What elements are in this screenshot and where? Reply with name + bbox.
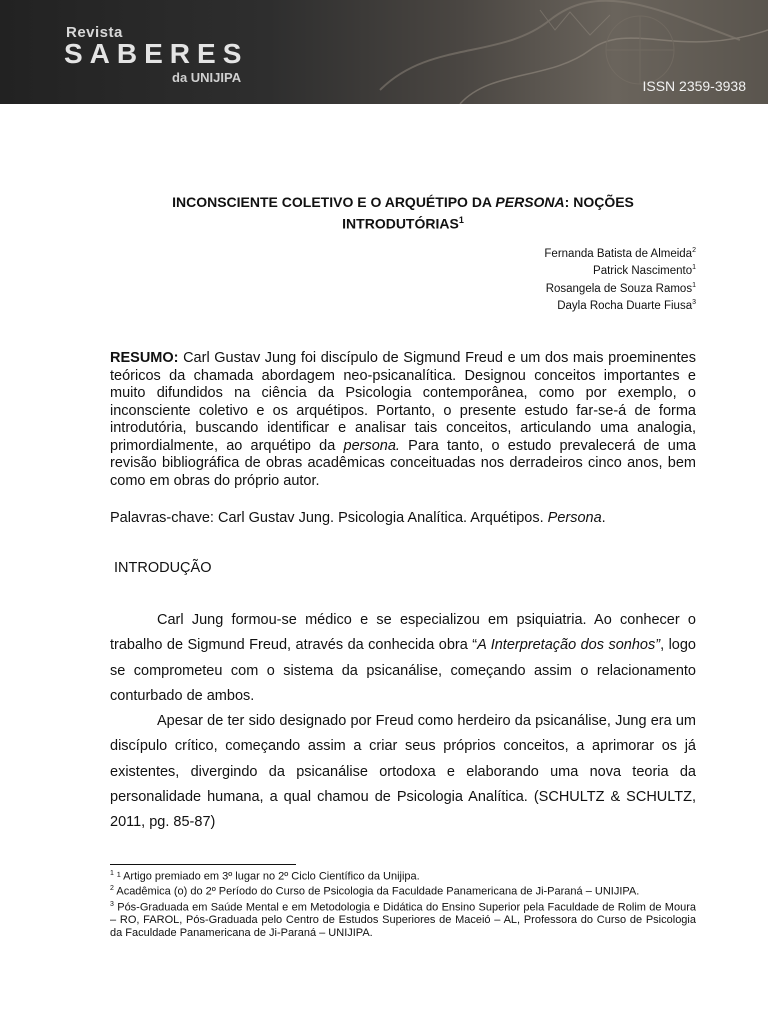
abstract-italic: persona. xyxy=(343,437,400,454)
footnote-text: Acadêmica (o) do 2º Período do Curso de Psicologia da Faculdade Panamericana de Ji-Paraná – UNIJIPA. xyxy=(113,886,640,899)
title-text-1: INCONSCIENTE COLETIVO E O ARQUÉTIPO DA xyxy=(172,194,496,210)
paragraph xyxy=(110,608,696,709)
author xyxy=(544,296,696,313)
author-note: 1 xyxy=(692,264,696,272)
keywords-italic: Persona xyxy=(547,510,602,526)
footnote-text: ¹ Artigo premiado em 3º lugar no 2º Ciclo Científico da Unijipa. xyxy=(113,870,420,883)
footnote-mark: 3 xyxy=(110,900,114,908)
author-name: Patrick Nascimento xyxy=(593,265,693,278)
keywords-end: . xyxy=(601,510,606,526)
author-note: 3 xyxy=(692,299,696,307)
paragraph: Apesar de ter sido designado por Freud como herdeiro da psicanálise, Jung era um discípulo crítico, começando assim a criar seus próprios conceitos, a aprimorar os já existentes, divergindo da psicanálise ortodoxa e elaborando uma nova teoria da personalidade humana, a qual chamou de Psicologia Analítica. (SCHULTZ & SCHULTZ, 2011, pg. 85-87) xyxy=(110,713,696,831)
section-heading-introduction: INTRODUÇÃO xyxy=(114,560,212,576)
journal-name-sub: da UNIJIPA xyxy=(172,70,242,85)
article-title xyxy=(110,193,696,233)
author-name: Fernanda Batista de Almeida xyxy=(544,247,693,260)
issn-label: ISSN 2359-3938 xyxy=(642,78,746,94)
abstract-label: RESUMO: xyxy=(110,350,179,366)
footnote-divider xyxy=(110,864,296,865)
journal-name-logo: SABERES xyxy=(64,38,249,69)
author xyxy=(544,261,696,278)
paragraph-italic: A Interpretação dos sonhos” xyxy=(477,637,661,654)
abstract-text-1: Carl Gustav Jung foi discípulo de Sigmund Freud e um dos mais proeminentes teóricos da chamada abordagem neo-psicanalítica. Designou conceitos importantes e muito difundidos na ciência da Psicologia contemporânea, como por exemplo, o inconsciente coletivo e os arquétipos. Portanto, o presente estudo far-se-á de forma introdutória, buscando identificar e analisar tais conceitos, articulando uma analogia, primordialmente, ao arquétipo da xyxy=(110,350,696,454)
footnote xyxy=(110,868,696,883)
author-name: Rosangela de Souza Ramos xyxy=(545,282,693,295)
title-italic: PERSONA xyxy=(495,194,565,210)
journal-name-small: Revista xyxy=(66,24,123,41)
footnote-text: Pós-Graduada em Saúde Mental e em Metodologia e Didática do Ensino Superior pela Faculdade de Rolim de Moura – RO, FAROL, Pós-Graduada pelo Centro de Estudos Superiores de Maceió – AL, Professora do Curso de Psicologia da Faculdade Panamericana de Ji-Paraná – UNIJIPA. xyxy=(110,901,696,940)
footnote-mark: 1 xyxy=(110,870,114,877)
author-list xyxy=(544,244,696,314)
abstract-text-2: Para tanto, o estudo prevalecerá de uma revisão bibliográfica de obras acadêmicas conceituadas nos derradeiros cinco anos, bem como em obras do próprio autor. xyxy=(110,437,696,489)
footnote xyxy=(110,883,696,898)
footnotes xyxy=(110,868,696,940)
keywords-text: Palavras-chave: Carl Gustav Jung. Psicologia Analítica. Arquétipos. xyxy=(110,510,548,526)
title-footnote-mark: 1 xyxy=(458,215,464,225)
author-name: Dayla Rocha Duarte Fiusa xyxy=(557,300,693,313)
introduction-body xyxy=(110,608,696,836)
title-text-2: : NOÇÕES INTRODUTÓRIAS xyxy=(342,194,634,232)
author-note: 1 xyxy=(692,281,696,289)
keywords xyxy=(110,510,606,526)
paragraph-text: , logo se comprometeu com o sistema da psicanálise, começando assim o relacionamento conturbado de ambos. xyxy=(110,637,696,704)
paragraph-text: Carl Jung formou-se médico e se especializou em psiquiatria. Ao conhecer o trabalho de Sigmund Freud, através da conhecida obra “ xyxy=(110,612,696,654)
journal-banner xyxy=(0,0,768,104)
footnote-mark: 2 xyxy=(110,885,114,893)
author xyxy=(544,244,696,261)
footnote xyxy=(110,899,696,940)
abstract xyxy=(110,350,696,490)
author xyxy=(544,279,696,296)
author-note: 2 xyxy=(692,247,696,254)
